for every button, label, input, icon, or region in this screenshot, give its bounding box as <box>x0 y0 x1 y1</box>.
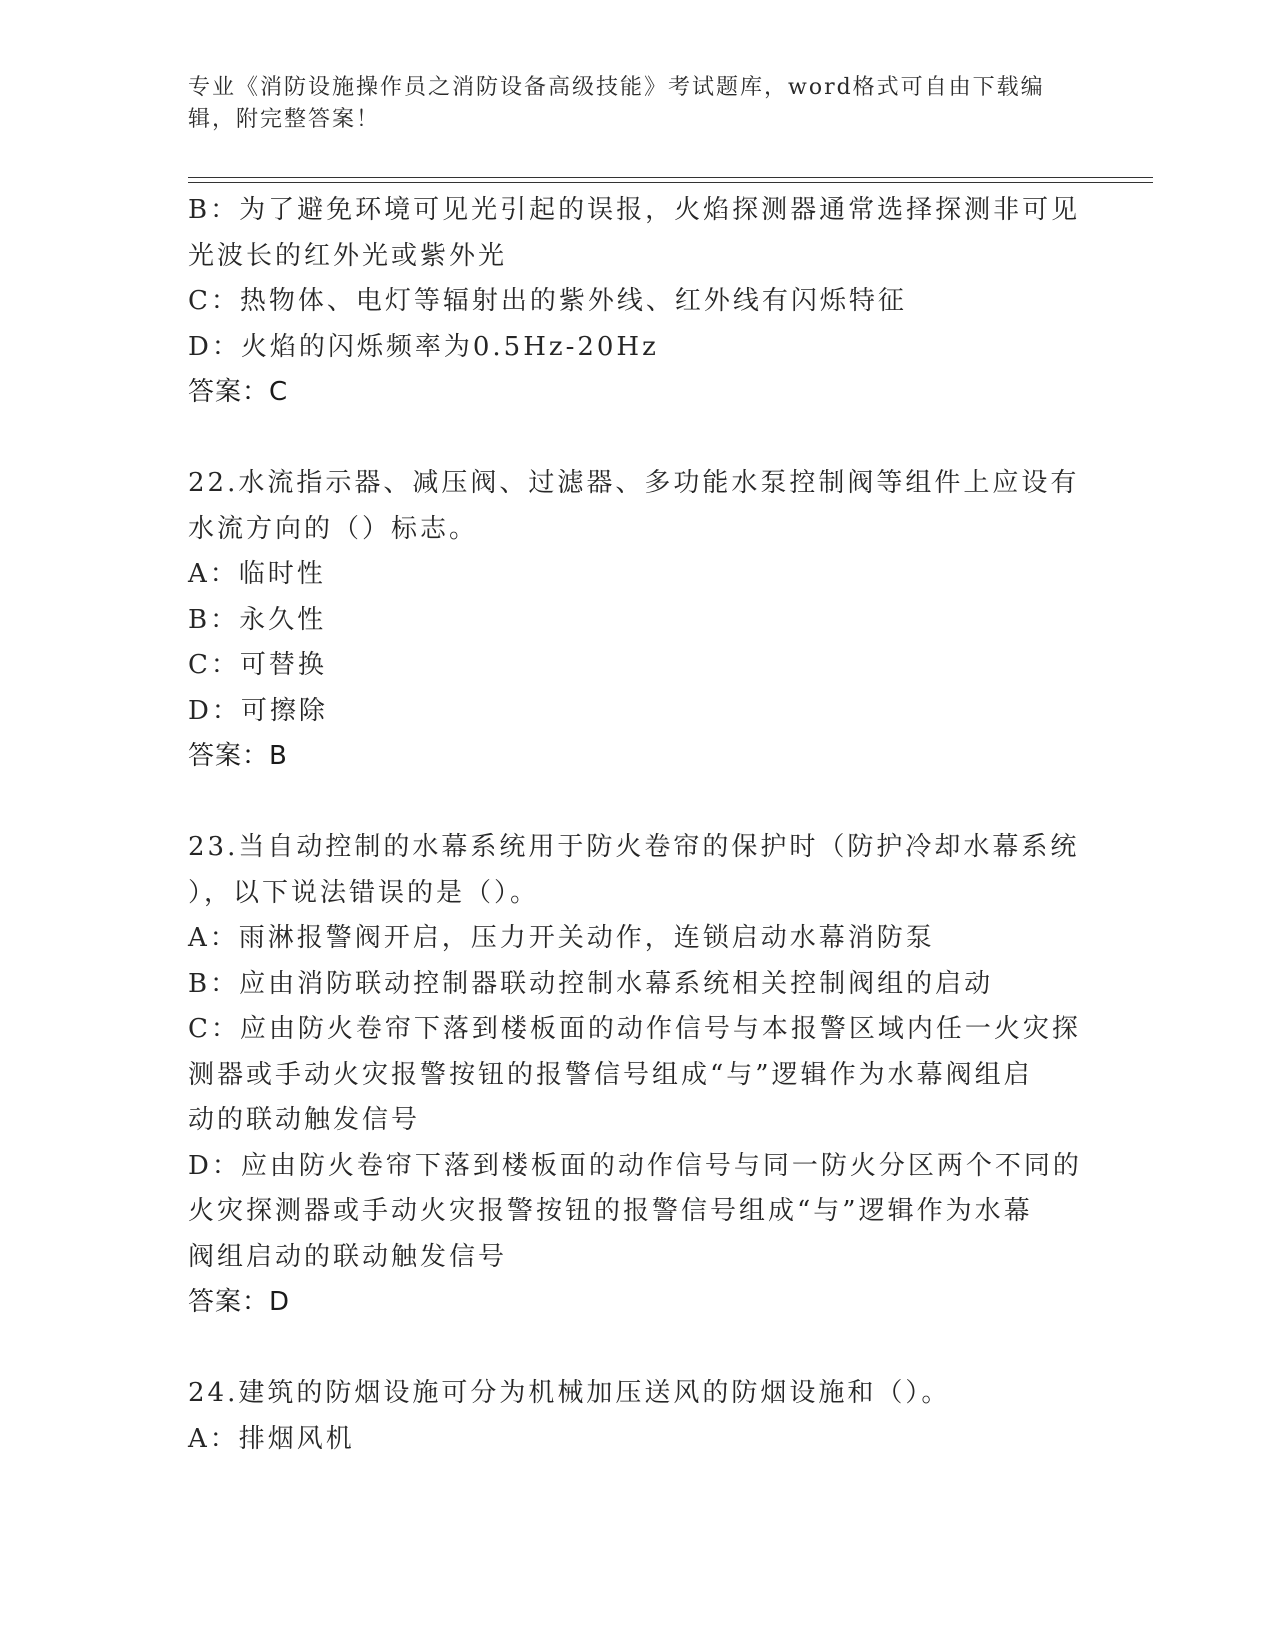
question-21 <box>188 188 1088 416</box>
question-23 <box>188 825 1088 1326</box>
q23-option-c-line-2: 测器或手动火灾报警按钮的报警信号组成“与”逻辑作为水幕阀组启 <box>188 1059 1033 1090</box>
q21-option-b-line-1: B：为了避免环境可见光引起的误报，火焰探测器通常选择探测非可见 <box>188 195 1081 225</box>
q23-option-a: A：雨淋报警阀开启，压力开关动作，连锁启动水幕消防泵 <box>188 923 935 953</box>
spacer <box>188 1326 1088 1372</box>
q22-answer: 答案：B <box>188 741 288 771</box>
q23-option-b: B：应由消防联动控制器联动控制水幕系统相关控制阀组的启动 <box>188 968 994 999</box>
q23-stem-line-2: ），以下说法错误的是（）。 <box>188 877 540 908</box>
q22-stem-line-1: 22.水流指示器、减压阀、过滤器、多功能水泵控制阀等组件上应设有 <box>188 468 1080 498</box>
q23-stem-line-1: 23.当自动控制的水幕系统用于防火卷帘的保护时（防护冷却水幕系统 <box>188 832 1080 862</box>
question-22 <box>188 461 1088 780</box>
header-line-2: 辑，附完整答案！ <box>188 107 381 132</box>
question-24 <box>188 1371 1088 1462</box>
q21-option-c: C：热物体、电灯等辐射出的紫外线、红外线有闪烁特征 <box>188 286 907 316</box>
q23-option-c-line-3: 动的联动触发信号 <box>188 1105 421 1135</box>
q23-answer: 答案：D <box>188 1287 291 1317</box>
q21-option-b-line-2: 光波长的红外光或紫外光 <box>188 240 508 271</box>
q24-stem-line-1: 24.建筑的防烟设施可分为机械加压送风的防烟设施和（）。 <box>188 1378 951 1408</box>
q23-option-d-line-3: 阀组启动的联动触发信号 <box>188 1241 508 1272</box>
header-divider-bottom <box>188 182 1153 183</box>
question-content <box>188 188 1088 1462</box>
q21-option-d: D：火焰的闪烁频率为0.5Hz-20Hz <box>188 331 659 362</box>
q21-answer: 答案：C <box>188 377 289 407</box>
q23-option-d-line-2: 火灾探测器或手动火灾报警按钮的报警信号组成“与”逻辑作为水幕 <box>188 1196 1033 1226</box>
spacer <box>188 780 1088 826</box>
q22-option-b: B：永久性 <box>188 604 327 635</box>
q24-option-a: A：排烟风机 <box>188 1423 355 1454</box>
header-divider-top <box>188 177 1153 178</box>
document-header <box>188 72 1068 136</box>
header-line-1: 专业《消防设施操作员之消防设备高级技能》考试题库，word格式可自由下载编 <box>188 75 1045 100</box>
q23-option-d-line-1: D：应由防火卷帘下落到楼板面的动作信号与同一防火分区两个不同的 <box>188 1150 1082 1181</box>
q22-option-c: C：可替换 <box>188 650 327 680</box>
q22-option-d: D：可擦除 <box>188 695 328 726</box>
q23-option-c-line-1: C：应由防火卷帘下落到楼板面的动作信号与本报警区域内任一火灾探 <box>188 1014 1081 1044</box>
q22-stem-line-2: 水流方向的（）标志。 <box>188 513 479 544</box>
q22-option-a: A：临时性 <box>188 559 326 589</box>
spacer <box>188 416 1088 462</box>
